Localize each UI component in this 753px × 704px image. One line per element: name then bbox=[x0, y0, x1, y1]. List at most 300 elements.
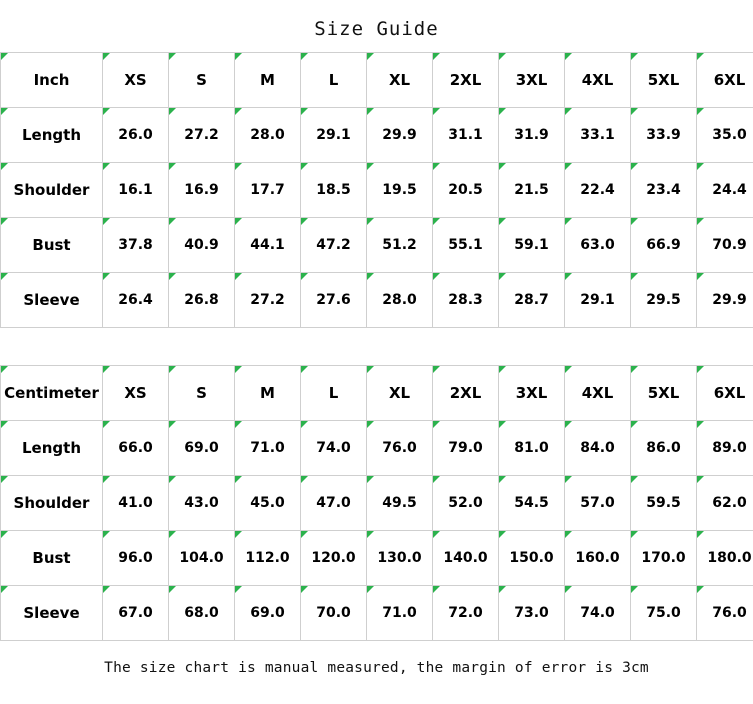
unit-label-inch bbox=[1, 53, 103, 108]
corner-marker-icon bbox=[301, 163, 308, 170]
corner-marker-icon bbox=[235, 108, 242, 115]
cell-value: 26.8 bbox=[184, 292, 219, 308]
size-header-text: XL bbox=[388, 71, 411, 89]
cell-value: 31.1 bbox=[448, 127, 483, 143]
cell-shoulder-6xl bbox=[697, 476, 753, 531]
corner-marker-icon bbox=[235, 53, 242, 60]
cell-length-m bbox=[235, 108, 301, 163]
corner-marker-icon bbox=[697, 366, 704, 373]
corner-marker-icon bbox=[433, 421, 440, 428]
size-header-3xl bbox=[499, 53, 565, 108]
cell-bust-2xl bbox=[433, 218, 499, 273]
cell-sleeve-l bbox=[301, 586, 367, 641]
table-row bbox=[1, 586, 753, 641]
corner-marker-icon bbox=[697, 218, 704, 225]
cell-shoulder-2xl bbox=[433, 163, 499, 218]
row-label-shoulder bbox=[1, 163, 103, 218]
cell-sleeve-xs bbox=[103, 273, 169, 328]
corner-marker-icon bbox=[235, 476, 242, 483]
cell-value: 70.0 bbox=[316, 605, 351, 621]
row-label-text: Length bbox=[22, 126, 81, 144]
cell-bust-l bbox=[301, 531, 367, 586]
corner-marker-icon bbox=[169, 476, 176, 483]
corner-marker-icon bbox=[367, 586, 374, 593]
cell-value: 27.2 bbox=[250, 292, 285, 308]
row-label-text: Bust bbox=[32, 236, 71, 254]
corner-marker-icon bbox=[301, 53, 308, 60]
corner-marker-icon bbox=[697, 531, 704, 538]
cell-bust-3xl bbox=[499, 218, 565, 273]
cell-value: 67.0 bbox=[118, 605, 153, 621]
corner-marker-icon bbox=[301, 476, 308, 483]
cell-value: 86.0 bbox=[646, 440, 681, 456]
cell-value: 59.5 bbox=[646, 495, 681, 511]
size-header-m bbox=[235, 366, 301, 421]
cell-value: 49.5 bbox=[382, 495, 417, 511]
cell-value: 76.0 bbox=[712, 605, 747, 621]
size-header-text: 6XL bbox=[713, 384, 746, 402]
size-header-text: XS bbox=[124, 384, 147, 402]
corner-marker-icon bbox=[1, 273, 8, 280]
size-header-text: 2XL bbox=[449, 384, 482, 402]
corner-marker-icon bbox=[433, 531, 440, 538]
cell-sleeve-l bbox=[301, 273, 367, 328]
size-header-text: S bbox=[196, 71, 207, 89]
cell-sleeve-m bbox=[235, 273, 301, 328]
cell-value: 63.0 bbox=[580, 237, 615, 253]
cell-bust-6xl bbox=[697, 218, 753, 273]
corner-marker-icon bbox=[697, 53, 704, 60]
cell-value: 74.0 bbox=[580, 605, 615, 621]
size-header-l bbox=[301, 366, 367, 421]
cell-value: 89.0 bbox=[712, 440, 747, 456]
cell-bust-5xl bbox=[631, 218, 697, 273]
cell-length-5xl bbox=[631, 108, 697, 163]
cell-value: 26.4 bbox=[118, 292, 153, 308]
table-header-row bbox=[1, 366, 753, 421]
row-label-text: Length bbox=[22, 439, 81, 457]
size-header-text: M bbox=[260, 71, 275, 89]
cell-length-4xl bbox=[565, 108, 631, 163]
cell-bust-xl bbox=[367, 531, 433, 586]
cell-shoulder-l bbox=[301, 163, 367, 218]
cell-length-6xl bbox=[697, 421, 753, 476]
corner-marker-icon bbox=[1, 163, 8, 170]
cell-shoulder-l bbox=[301, 476, 367, 531]
corner-marker-icon bbox=[103, 108, 110, 115]
corner-marker-icon bbox=[499, 476, 506, 483]
cell-value: 35.0 bbox=[712, 127, 747, 143]
corner-marker-icon bbox=[301, 531, 308, 538]
cell-shoulder-5xl bbox=[631, 476, 697, 531]
corner-marker-icon bbox=[367, 218, 374, 225]
size-header-3xl bbox=[499, 366, 565, 421]
corner-marker-icon bbox=[169, 163, 176, 170]
cell-shoulder-6xl bbox=[697, 163, 753, 218]
corner-marker-icon bbox=[433, 586, 440, 593]
corner-marker-icon bbox=[499, 163, 506, 170]
row-label-shoulder bbox=[1, 476, 103, 531]
cell-value: 140.0 bbox=[443, 550, 488, 566]
size-header-text: 3XL bbox=[515, 71, 548, 89]
cell-value: 37.8 bbox=[118, 237, 153, 253]
corner-marker-icon bbox=[697, 586, 704, 593]
cell-value: 29.9 bbox=[382, 127, 417, 143]
corner-marker-icon bbox=[301, 366, 308, 373]
size-header-text: L bbox=[328, 384, 339, 402]
corner-marker-icon bbox=[631, 218, 638, 225]
corner-marker-icon bbox=[301, 586, 308, 593]
cell-value: 66.9 bbox=[646, 237, 681, 253]
corner-marker-icon bbox=[367, 366, 374, 373]
cell-length-2xl bbox=[433, 421, 499, 476]
corner-marker-icon bbox=[301, 218, 308, 225]
corner-marker-icon bbox=[697, 108, 704, 115]
cell-value: 52.0 bbox=[448, 495, 483, 511]
cell-value: 54.5 bbox=[514, 495, 549, 511]
cell-value: 69.0 bbox=[250, 605, 285, 621]
size-header-4xl bbox=[565, 53, 631, 108]
corner-marker-icon bbox=[631, 586, 638, 593]
cell-value: 71.0 bbox=[250, 440, 285, 456]
cell-sleeve-xl bbox=[367, 273, 433, 328]
table-row bbox=[1, 163, 753, 218]
cell-value: 21.5 bbox=[514, 182, 549, 198]
cell-value: 51.2 bbox=[382, 237, 417, 253]
corner-marker-icon bbox=[301, 273, 308, 280]
cell-length-xs bbox=[103, 108, 169, 163]
cell-bust-6xl bbox=[697, 531, 753, 586]
corner-marker-icon bbox=[631, 366, 638, 373]
table-row bbox=[1, 273, 753, 328]
table-row bbox=[1, 218, 753, 273]
corner-marker-icon bbox=[103, 366, 110, 373]
cell-value: 40.9 bbox=[184, 237, 219, 253]
corner-marker-icon bbox=[697, 273, 704, 280]
cell-shoulder-m bbox=[235, 163, 301, 218]
cell-value: 28.3 bbox=[448, 292, 483, 308]
row-label-length bbox=[1, 421, 103, 476]
corner-marker-icon bbox=[169, 421, 176, 428]
cell-value: 68.0 bbox=[184, 605, 219, 621]
cell-value: 47.0 bbox=[316, 495, 351, 511]
cell-value: 120.0 bbox=[311, 550, 356, 566]
cell-bust-2xl bbox=[433, 531, 499, 586]
cell-value: 160.0 bbox=[575, 550, 620, 566]
table-row bbox=[1, 421, 753, 476]
corner-marker-icon bbox=[433, 218, 440, 225]
cell-length-xl bbox=[367, 108, 433, 163]
row-label-text: Sleeve bbox=[23, 604, 80, 622]
size-header-text: M bbox=[260, 384, 275, 402]
table-separator bbox=[0, 328, 753, 365]
size-header-text: S bbox=[196, 384, 207, 402]
row-label-bust bbox=[1, 218, 103, 273]
cell-length-l bbox=[301, 421, 367, 476]
size-header-xl bbox=[367, 366, 433, 421]
cell-length-6xl bbox=[697, 108, 753, 163]
corner-marker-icon bbox=[235, 586, 242, 593]
corner-marker-icon bbox=[367, 163, 374, 170]
cell-value: 75.0 bbox=[646, 605, 681, 621]
corner-marker-icon bbox=[1, 531, 8, 538]
cell-sleeve-m bbox=[235, 586, 301, 641]
corner-marker-icon bbox=[499, 531, 506, 538]
cell-value: 29.1 bbox=[580, 292, 615, 308]
corner-marker-icon bbox=[499, 108, 506, 115]
corner-marker-icon bbox=[235, 531, 242, 538]
corner-marker-icon bbox=[235, 421, 242, 428]
row-label-sleeve bbox=[1, 273, 103, 328]
cell-value: 81.0 bbox=[514, 440, 549, 456]
corner-marker-icon bbox=[1, 421, 8, 428]
cell-shoulder-s bbox=[169, 163, 235, 218]
cell-value: 96.0 bbox=[118, 550, 153, 566]
cell-value: 17.7 bbox=[250, 182, 285, 198]
cell-value: 59.1 bbox=[514, 237, 549, 253]
cell-length-l bbox=[301, 108, 367, 163]
size-header-2xl bbox=[433, 53, 499, 108]
corner-marker-icon bbox=[631, 273, 638, 280]
cell-value: 62.0 bbox=[712, 495, 747, 511]
page-title: Size Guide bbox=[314, 18, 439, 40]
row-label-text: Sleeve bbox=[23, 291, 80, 309]
cell-value: 28.7 bbox=[514, 292, 549, 308]
size-header-text: 4XL bbox=[581, 384, 614, 402]
cell-value: 16.9 bbox=[184, 182, 219, 198]
cell-sleeve-3xl bbox=[499, 273, 565, 328]
row-label-text: Bust bbox=[32, 549, 71, 567]
size-table-inch bbox=[0, 52, 753, 328]
size-header-text: XL bbox=[388, 384, 411, 402]
cell-shoulder-5xl bbox=[631, 163, 697, 218]
cell-length-m bbox=[235, 421, 301, 476]
unit-label-text: Centimeter bbox=[4, 384, 99, 402]
table-header-row bbox=[1, 53, 753, 108]
corner-marker-icon bbox=[367, 531, 374, 538]
cell-length-3xl bbox=[499, 421, 565, 476]
size-header-text: 2XL bbox=[449, 71, 482, 89]
cell-sleeve-xs bbox=[103, 586, 169, 641]
cell-value: 170.0 bbox=[641, 550, 686, 566]
corner-marker-icon bbox=[631, 108, 638, 115]
cell-value: 150.0 bbox=[509, 550, 554, 566]
corner-marker-icon bbox=[433, 108, 440, 115]
cell-shoulder-4xl bbox=[565, 476, 631, 531]
size-header-xl bbox=[367, 53, 433, 108]
cell-value: 79.0 bbox=[448, 440, 483, 456]
corner-marker-icon bbox=[565, 531, 572, 538]
cell-value: 66.0 bbox=[118, 440, 153, 456]
cell-shoulder-m bbox=[235, 476, 301, 531]
corner-marker-icon bbox=[631, 476, 638, 483]
cell-bust-s bbox=[169, 531, 235, 586]
corner-marker-icon bbox=[565, 366, 572, 373]
cell-bust-m bbox=[235, 218, 301, 273]
size-header-text: L bbox=[328, 71, 339, 89]
corner-marker-icon bbox=[565, 476, 572, 483]
size-header-m bbox=[235, 53, 301, 108]
size-table-centimeter bbox=[0, 365, 753, 641]
cell-sleeve-s bbox=[169, 273, 235, 328]
cell-value: 27.6 bbox=[316, 292, 351, 308]
cell-value: 31.9 bbox=[514, 127, 549, 143]
cell-sleeve-4xl bbox=[565, 586, 631, 641]
row-label-sleeve bbox=[1, 586, 103, 641]
cell-sleeve-4xl bbox=[565, 273, 631, 328]
corner-marker-icon bbox=[169, 586, 176, 593]
corner-marker-icon bbox=[103, 476, 110, 483]
size-header-text: XS bbox=[124, 71, 147, 89]
corner-marker-icon bbox=[499, 273, 506, 280]
corner-marker-icon bbox=[169, 108, 176, 115]
cell-value: 72.0 bbox=[448, 605, 483, 621]
corner-marker-icon bbox=[433, 163, 440, 170]
size-header-l bbox=[301, 53, 367, 108]
cell-value: 29.5 bbox=[646, 292, 681, 308]
cell-shoulder-3xl bbox=[499, 163, 565, 218]
size-header-s bbox=[169, 53, 235, 108]
cell-value: 20.5 bbox=[448, 182, 483, 198]
row-label-bust bbox=[1, 531, 103, 586]
corner-marker-icon bbox=[697, 163, 704, 170]
size-header-s bbox=[169, 366, 235, 421]
cell-value: 28.0 bbox=[250, 127, 285, 143]
corner-marker-icon bbox=[565, 421, 572, 428]
size-header-6xl bbox=[697, 53, 753, 108]
cell-sleeve-s bbox=[169, 586, 235, 641]
corner-marker-icon bbox=[433, 476, 440, 483]
corner-marker-icon bbox=[631, 163, 638, 170]
cell-value: 70.9 bbox=[712, 237, 747, 253]
corner-marker-icon bbox=[631, 53, 638, 60]
size-header-text: 6XL bbox=[713, 71, 746, 89]
cell-bust-5xl bbox=[631, 531, 697, 586]
size-header-5xl bbox=[631, 366, 697, 421]
corner-marker-icon bbox=[169, 218, 176, 225]
size-header-xs bbox=[103, 53, 169, 108]
cell-shoulder-2xl bbox=[433, 476, 499, 531]
cell-value: 76.0 bbox=[382, 440, 417, 456]
corner-marker-icon bbox=[433, 366, 440, 373]
cell-value: 33.9 bbox=[646, 127, 681, 143]
corner-marker-icon bbox=[631, 531, 638, 538]
corner-marker-icon bbox=[367, 273, 374, 280]
cell-sleeve-6xl bbox=[697, 273, 753, 328]
corner-marker-icon bbox=[367, 53, 374, 60]
cell-value: 26.0 bbox=[118, 127, 153, 143]
corner-marker-icon bbox=[367, 108, 374, 115]
corner-marker-icon bbox=[235, 163, 242, 170]
cell-value: 71.0 bbox=[382, 605, 417, 621]
cell-bust-s bbox=[169, 218, 235, 273]
corner-marker-icon bbox=[499, 421, 506, 428]
cell-length-xl bbox=[367, 421, 433, 476]
cell-bust-xs bbox=[103, 218, 169, 273]
corner-marker-icon bbox=[697, 476, 704, 483]
cell-value: 69.0 bbox=[184, 440, 219, 456]
cell-value: 130.0 bbox=[377, 550, 422, 566]
cell-value: 16.1 bbox=[118, 182, 153, 198]
cell-sleeve-2xl bbox=[433, 273, 499, 328]
cell-sleeve-3xl bbox=[499, 586, 565, 641]
corner-marker-icon bbox=[301, 421, 308, 428]
cell-shoulder-xl bbox=[367, 163, 433, 218]
cell-value: 29.9 bbox=[712, 292, 747, 308]
cell-value: 29.1 bbox=[316, 127, 351, 143]
cell-value: 18.5 bbox=[316, 182, 351, 198]
cell-shoulder-xs bbox=[103, 163, 169, 218]
corner-marker-icon bbox=[499, 53, 506, 60]
cell-value: 44.1 bbox=[250, 237, 285, 253]
corner-marker-icon bbox=[499, 366, 506, 373]
cell-shoulder-xl bbox=[367, 476, 433, 531]
corner-marker-icon bbox=[697, 421, 704, 428]
unit-label-text: Inch bbox=[33, 71, 70, 89]
cell-sleeve-5xl bbox=[631, 586, 697, 641]
cell-sleeve-6xl bbox=[697, 586, 753, 641]
cell-value: 28.0 bbox=[382, 292, 417, 308]
corner-marker-icon bbox=[169, 273, 176, 280]
corner-marker-icon bbox=[235, 366, 242, 373]
corner-marker-icon bbox=[1, 218, 8, 225]
corner-marker-icon bbox=[1, 108, 8, 115]
table-row bbox=[1, 531, 753, 586]
corner-marker-icon bbox=[1, 586, 8, 593]
corner-marker-icon bbox=[1, 476, 8, 483]
corner-marker-icon bbox=[169, 531, 176, 538]
cell-value: 55.1 bbox=[448, 237, 483, 253]
corner-marker-icon bbox=[1, 53, 8, 60]
cell-length-s bbox=[169, 108, 235, 163]
corner-marker-icon bbox=[169, 366, 176, 373]
corner-marker-icon bbox=[169, 53, 176, 60]
cell-value: 180.0 bbox=[707, 550, 752, 566]
size-header-2xl bbox=[433, 366, 499, 421]
corner-marker-icon bbox=[301, 108, 308, 115]
cell-shoulder-4xl bbox=[565, 163, 631, 218]
cell-value: 57.0 bbox=[580, 495, 615, 511]
cell-value: 112.0 bbox=[245, 550, 290, 566]
corner-marker-icon bbox=[103, 163, 110, 170]
cell-bust-3xl bbox=[499, 531, 565, 586]
cell-value: 27.2 bbox=[184, 127, 219, 143]
corner-marker-icon bbox=[103, 421, 110, 428]
cell-value: 33.1 bbox=[580, 127, 615, 143]
row-label-length bbox=[1, 108, 103, 163]
cell-sleeve-5xl bbox=[631, 273, 697, 328]
cell-length-5xl bbox=[631, 421, 697, 476]
cell-bust-4xl bbox=[565, 531, 631, 586]
corner-marker-icon bbox=[1, 366, 8, 373]
cell-length-2xl bbox=[433, 108, 499, 163]
row-label-text: Shoulder bbox=[13, 181, 90, 199]
corner-marker-icon bbox=[103, 273, 110, 280]
measurement-disclaimer: The size chart is manual measured, the margin of error is 3cm bbox=[104, 660, 649, 676]
cell-length-xs bbox=[103, 421, 169, 476]
cell-value: 73.0 bbox=[514, 605, 549, 621]
cell-sleeve-2xl bbox=[433, 586, 499, 641]
cell-shoulder-s bbox=[169, 476, 235, 531]
size-header-4xl bbox=[565, 366, 631, 421]
size-header-text: 5XL bbox=[647, 384, 680, 402]
corner-marker-icon bbox=[565, 586, 572, 593]
size-header-text: 4XL bbox=[581, 71, 614, 89]
cell-length-4xl bbox=[565, 421, 631, 476]
corner-marker-icon bbox=[433, 273, 440, 280]
cell-shoulder-3xl bbox=[499, 476, 565, 531]
corner-marker-icon bbox=[565, 273, 572, 280]
